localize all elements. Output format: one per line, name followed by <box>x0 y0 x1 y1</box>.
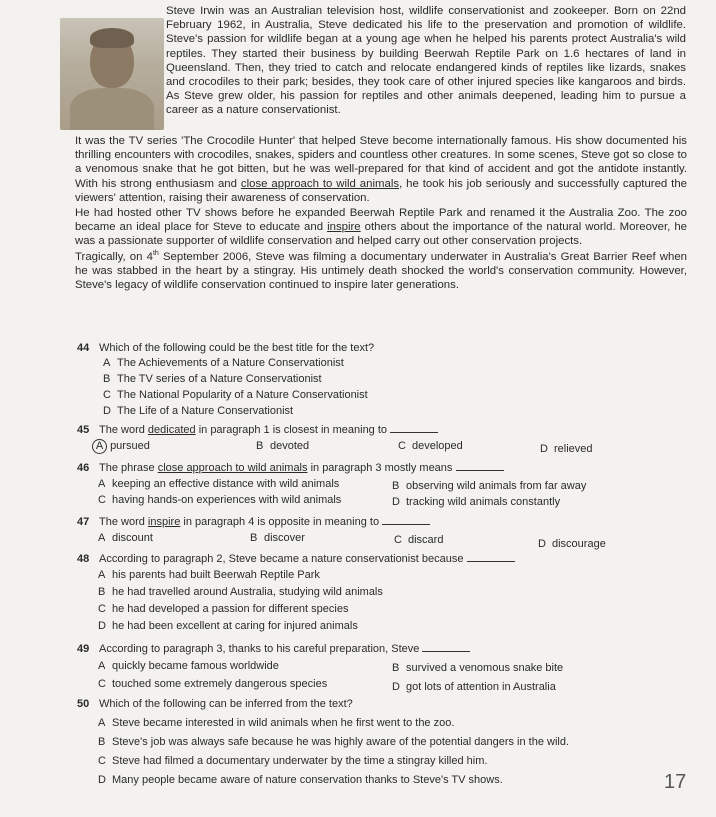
q49-option-d[interactable]: D got lots of attention in Australia <box>392 681 556 693</box>
q48-option-d[interactable]: D he had been excellent at caring for injured animals <box>98 620 358 632</box>
q44-option-b[interactable]: B The TV series of a Nature Conservationist <box>103 373 322 385</box>
q46-option-d[interactable]: D tracking wild animals constantly <box>392 496 561 508</box>
q47-option-b[interactable]: B discover <box>250 532 305 544</box>
underlined-word: inspire <box>327 221 361 234</box>
question-47: 47 The word inspire in paragraph 4 is opposite in meaning to <box>77 514 430 529</box>
passage-body <box>75 134 687 292</box>
q47-option-c[interactable]: C discard <box>394 534 444 546</box>
question-48: 48 According to paragraph 2, Steve became a nature conservationist because <box>77 551 515 566</box>
question-49: 49 According to paragraph 3, thanks to his careful preparation, Steve <box>77 641 470 656</box>
q45-option-a[interactable]: A pursued <box>94 439 150 454</box>
q45-option-d[interactable]: D relieved <box>540 443 593 455</box>
answer-blank <box>382 514 430 525</box>
q46-option-a[interactable]: A keeping an effective distance with wild animals <box>98 478 340 490</box>
q49-option-b[interactable]: B survived a venomous snake bite <box>392 662 564 674</box>
q50-option-c[interactable]: C Steve had filmed a documentary underwater by the time a stingray killed him. <box>98 755 488 767</box>
q50-option-b[interactable]: B Steve's job was always safe because he was highly aware of the potential dangers in the wild. <box>98 736 570 748</box>
q50-option-d[interactable]: D Many people became aware of nature conservation thanks to Steve's TV shows. <box>98 774 503 786</box>
paragraph-1: Steve Irwin was an Australian television host, wildlife conservationist and zookeeper. Born on 22nd February 1962, in Australia, Steve dedicated his life to the preservation and promotion of wildlife. Steve's passion for wildlife began at a young age when he helped his parents protect Australia's wild reptiles. They started their business by building Beerwah Reptile Park on 1.6 hectares of land in Queensland. Then, they tried to catch and relocate endangered kinds of reptiles like lizards, snakes and crocodiles to their park; besides, they took care of other injured species like kangaroos and birds. As Steve grew older, his passion for reptiles and other animals deepened, leading him to pursue a career as a nature conservationist. <box>166 5 686 117</box>
answer-blank <box>467 551 515 562</box>
q49-option-c[interactable]: C touched some extremely dangerous species <box>98 678 328 690</box>
paragraph-2: It was the TV series 'The Crocodile Hunter' that helped Steve become internationally famous. His show documented his thrilling encounters with crocodiles, snakes, spiders and countless other creatures. In some scenes, Steve got so close to a venomous snake that he got bitten, but he was well-prepared for that kind of accident and got the antidote instantly. With his strong enthusiasm and close approach to wild animals, he took his job seriously and successfully captured the viewers' attention, raising their awareness of conservation. <box>75 135 688 204</box>
paragraph-3: He had hosted other TV shows before he expanded Beerwah Reptile Park and renamed it the Australia Zoo. The zoo became an ideal place for Steve to educate and inspire others about the importance of the natural world. Moreover, he was a passionate supporter of wildlife conservation and helped carry out other conservation projects. <box>75 207 687 248</box>
answer-blank <box>422 641 470 652</box>
question-45: 45 The word dedicated in paragraph 1 is closest in meaning to <box>77 422 438 437</box>
q44-option-a[interactable]: A The Achievements of a Nature Conservationist <box>103 357 344 369</box>
question-50: 50 Which of the following can be inferred from the text? <box>77 698 353 710</box>
answer-blank <box>456 460 504 471</box>
q49-option-a[interactable]: A quickly became famous worldwide <box>98 660 279 672</box>
q44-option-d[interactable]: D The Life of a Nature Conservationist <box>103 405 294 417</box>
q46-option-b[interactable]: B observing wild animals from far away <box>392 480 587 492</box>
page-number: 17 <box>664 771 687 793</box>
q50-option-a[interactable]: A Steve became interested in wild animals when he first went to the zoo. <box>98 717 455 729</box>
q48-option-c[interactable]: C he had developed a passion for different species <box>98 603 349 615</box>
selected-answer-circle: A <box>92 439 107 454</box>
steve-irwin-photo <box>60 18 164 130</box>
q46-option-c[interactable]: C having hands-on experiences with wild animals <box>98 494 342 506</box>
q45-option-b[interactable]: B devoted <box>256 440 310 452</box>
answer-blank <box>390 422 438 433</box>
paragraph-4: Tragically, on 4th September 2006, Steve was filming a documentary underwater in Australia's Great Barrier Reef when he was stabbed in the heart by a stingray. His untimely death shocked the world's conservation community. However, Steve's legacy of wildlife conservation continued to inspire later generations. <box>75 249 688 292</box>
q48-option-a[interactable]: A his parents had built Beerwah Reptile Park <box>98 569 320 581</box>
question-44: 44 Which of the following could be the best title for the text? <box>77 342 375 354</box>
question-46: 46 The phrase close approach to wild animals in paragraph 3 mostly means <box>77 460 504 475</box>
q44-option-c[interactable]: C The National Popularity of a Nature Conservationist <box>103 389 368 401</box>
underlined-phrase: close approach to wild animals <box>240 177 400 190</box>
q48-option-b[interactable]: B he had travelled around Australia, studying wild animals <box>98 586 383 598</box>
q47-option-a[interactable]: A discount <box>98 532 153 544</box>
q47-option-d[interactable]: D discourage <box>538 538 606 550</box>
q45-option-c[interactable]: C developed <box>398 440 463 452</box>
